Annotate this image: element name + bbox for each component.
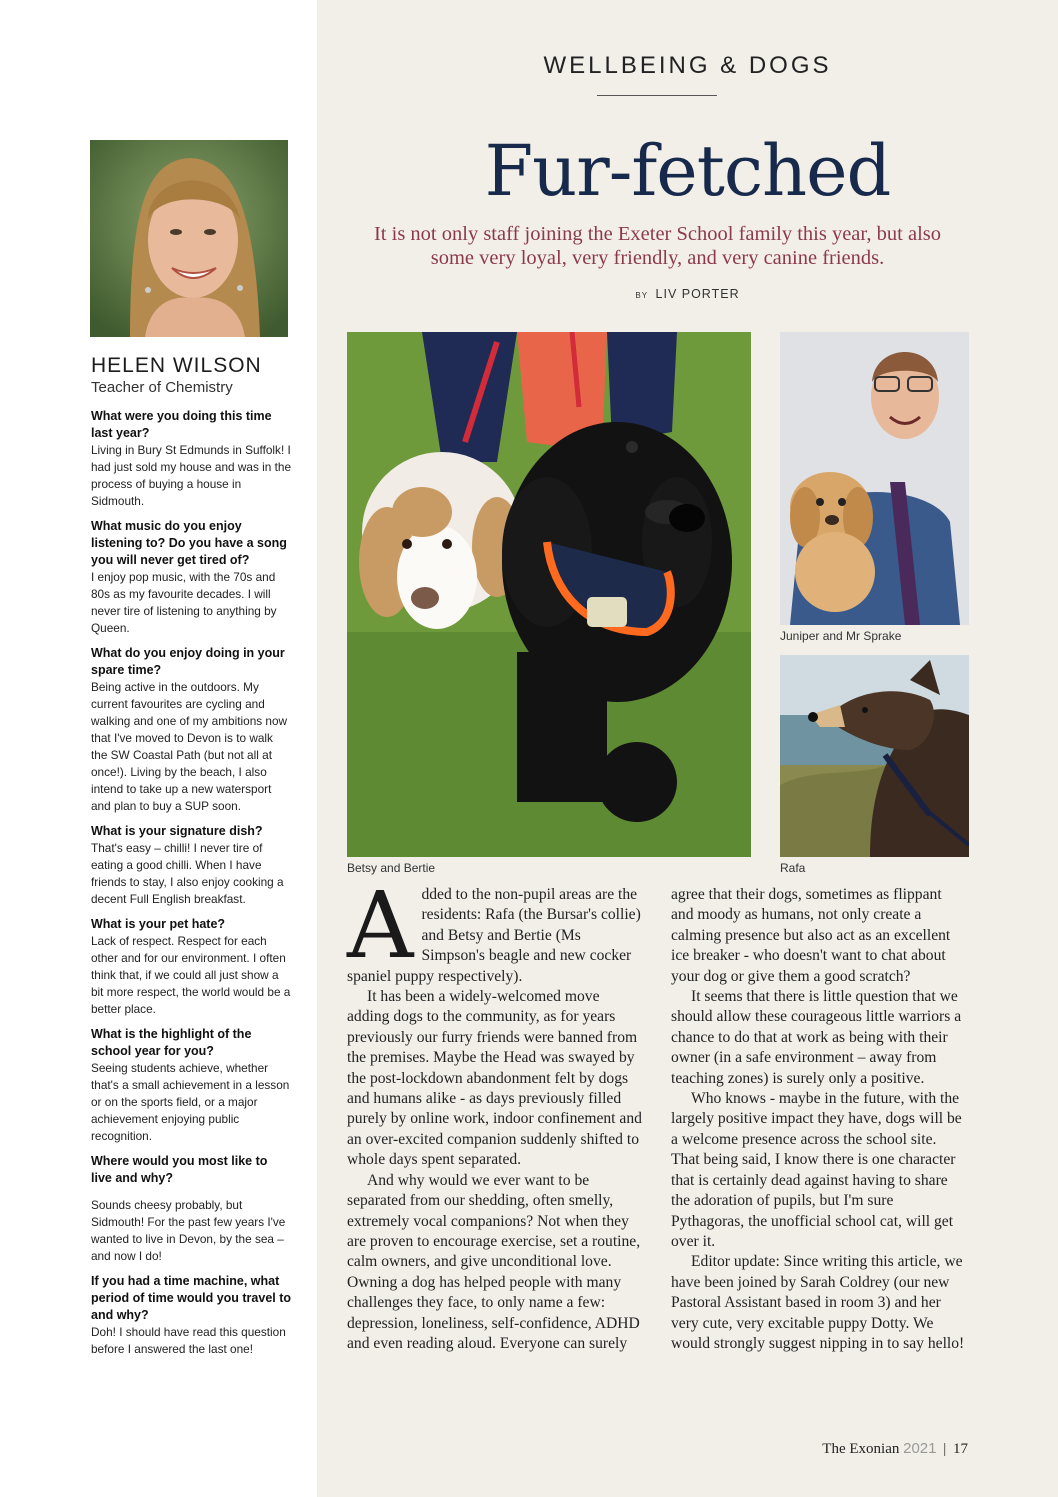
article-paragraph-text: dded to the non-pupil areas are the residents: Rafa (the Bursar's collie) and Betsy and Bertie (Ms Simpson's beagle and new cocker spaniel puppy respectively). xyxy=(347,886,641,985)
qa-list xyxy=(91,408,291,1366)
qa-question: What music do you enjoy listening to? Do you have a song you will never get tired of? xyxy=(91,519,287,567)
qa-answer: Living in Bury St Edmunds in Suffolk! I had just sold my house and was in the process of buying a house in Sidmouth. xyxy=(91,443,292,508)
page-number: 17 xyxy=(953,1441,968,1457)
rafa-photo xyxy=(780,655,969,857)
main-photo-caption: Betsy and Bertie xyxy=(347,861,436,875)
article-paragraph: It has been a widely-welcomed move adding dogs to the community, as for years previously our furry friends were banned from the premises. Maybe the Head was swayed by the post-lockdown abandonment felt by dogs and humans alike - as days previously filled purely by online work, indoor confinement and an over-excited companion suddenly shifted to whole days spent separated. xyxy=(347,988,642,1169)
qa-question: What is the highlight of the school year for you? xyxy=(91,1027,252,1058)
profile-name: HELEN WILSON xyxy=(91,354,262,377)
qa-answer: Being active in the outdoors. My current favourites are cycling and walking and one of my ambitions now that I've moved to Devon is to walk the SW Coastal Path (but not all at once!). Living by the beach, I also intend to take up a new watersport and plan to buy a SUP soon. xyxy=(91,680,288,813)
juniper-photo-caption: Juniper and Mr Sprake xyxy=(780,629,902,643)
article-headline: Fur-fetched xyxy=(484,130,891,212)
section-divider xyxy=(597,95,717,96)
qa-answer: Lack of respect. Respect for each other and for our environment. I often think that, if we could all just show a bit more respect, the world would be a better place. xyxy=(91,934,291,1016)
article-paragraph: Editor update: Since writing this article, we have been joined by Sarah Coldrey (our new Pastoral Assistant based in room 3) and her very cute, very excitable puppy Dotty. We would strongly suggest nipping in to say hello! xyxy=(671,1253,965,1352)
qa-answer: Sounds cheesy probably, but Sidmouth! For the past few years I've wanted to live in Devon, by the sea – and now I do! xyxy=(91,1198,286,1263)
qa-question: What were you doing this time last year? xyxy=(91,409,272,440)
drop-cap: A xyxy=(347,872,414,979)
publication-name: The Exonian xyxy=(822,1441,900,1457)
qa-item xyxy=(91,823,291,908)
qa-item xyxy=(91,916,291,1018)
article-paragraph xyxy=(347,872,643,987)
dogs-photo xyxy=(347,332,751,857)
qa-question: What do you enjoy doing in your spare time? xyxy=(91,646,285,677)
qa-question: What is your pet hate? xyxy=(91,917,226,931)
qa-question: If you had a time machine, what period of time would you travel to and why? xyxy=(91,1274,292,1322)
qa-item xyxy=(91,518,291,637)
qa-item xyxy=(91,1153,291,1265)
article-paragraph: And why would we ever want to be separated from our shedding, often smelly, extremely vocal companions? Not when they are proven to encourage exercise, set a routine, calm owners, and give unconditional love. Owning a dog has helped people with many challenges they face, to only name a few: depression, loneliness, self-confidence, ADHD and even reading aloud. Everyone can surely xyxy=(347,1171,641,1352)
qa-question: What is your signature dish? xyxy=(91,824,263,838)
article-paragraph: It seems that there is little question that we should allow these courageous little warriors a chance to do that at work as being with their owner (in a safe environment – away from teaching zones) is surely only a positive. xyxy=(671,988,962,1087)
qa-item xyxy=(91,645,291,815)
qa-answer: I enjoy pop music, with the 70s and 80s as my favourite decades. I will never tire of listening to anything by Queen. xyxy=(91,570,277,635)
byline-prefix: BY xyxy=(635,291,649,300)
footer-separator: | xyxy=(943,1441,947,1457)
page-footer xyxy=(822,1440,968,1458)
profile-sidebar xyxy=(0,0,317,1497)
qa-question: Where would you most like to live and why? xyxy=(91,1154,268,1185)
article-paragraph: Who knows - maybe in the future, with the largely positive impact they have, dogs will be a welcome presence across the school site. That being said, I know there is one character that is certainly dead against having to share the adoration of pupils, but I'm sure Pythagoras, the unofficial school cat, will get over it. xyxy=(671,1090,962,1250)
byline-author: LIV PORTER xyxy=(655,287,740,301)
article-column-right xyxy=(671,885,967,1354)
qa-item xyxy=(91,408,291,510)
article-byline xyxy=(317,287,1058,301)
juniper-photo xyxy=(780,332,969,625)
qa-item xyxy=(91,1026,291,1145)
article-standfirst: It is not only staff joining the Exeter School family this year, but also some very loyal, very friendly, and very canine friends. xyxy=(373,223,941,269)
qa-answer: Seeing students achieve, whether that's a small achievement in a lesson or on the sports field, or a major achievement enjoying public recognition. xyxy=(91,1061,290,1143)
qa-answer: That's easy – chilli! I never tire of eating a good chilli. When I have friends to stay, I also enjoy cooking a decent Full English breakfast. xyxy=(91,841,284,906)
portrait-photo xyxy=(90,140,288,337)
publication-year: 2021 xyxy=(903,1440,937,1457)
section-label: WELLBEING & DOGS xyxy=(543,52,832,79)
qa-answer: Doh! I should have read this question before I answered the last one! xyxy=(91,1325,286,1356)
rafa-photo-caption: Rafa xyxy=(780,861,806,875)
article-column-left xyxy=(347,872,643,1354)
qa-item xyxy=(91,1273,291,1358)
article-paragraph: agree that their dogs, sometimes as flippant and moody as humans, not only create a calming presence but also act as an excellent ice breaker - who doesn't want to chat about your dog or give them a good scratch? xyxy=(671,886,951,985)
profile-role: Teacher of Chemistry xyxy=(91,379,233,396)
